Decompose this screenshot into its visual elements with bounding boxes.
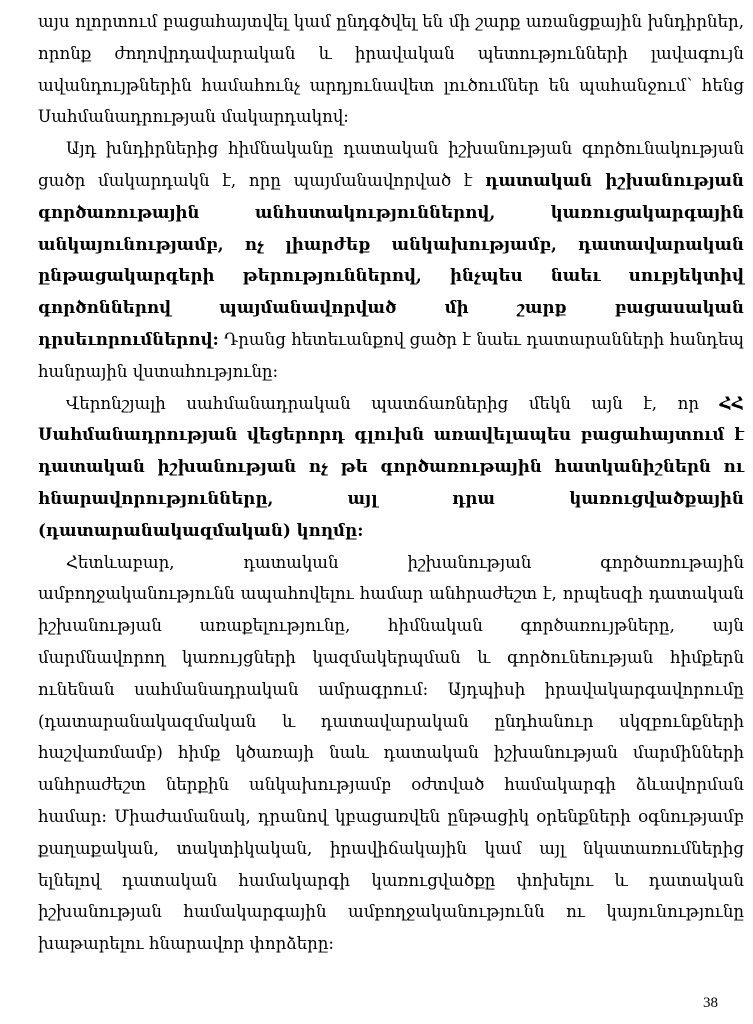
paragraph-continuation (38, 6, 744, 133)
paragraph-main-problem (38, 133, 744, 387)
paragraph-conclusion (38, 547, 744, 960)
page-number: 38 (703, 995, 718, 1011)
paragraph-text: Հետևաբար, դատական իշխանության գործառութային ամբողջականությունն ապահովելու համար անհրաժեշտ է, որպեսզի դատական իշխանության առաքելությունը, հիմնական գործառույթները, այն մարմնավորող կառույցների կազմակերպման և գործունեության հիմքերն ունենան սահմանադրական ամրագրում: Այդպիսի իրավակարգավորումը (դատարանակազմական և դատավարական ընդհանուր սկզբունքների հաշվառմամբ) հիմք կծառայի նաև դատական իշխանության մարմինների անհրաժեշտ ներքին անկախությամբ օժտված համակարգի ձևավորման համար: Միաժամանակ, դրանով կբացառվեն ընթացիկ օրենքների օգնությամբ քաղաքական, տակտիկական, իրավիճակային կամ այլ նկատառումներից ելնելով դատական համակարգի կառուցվածքը փոխելու և դատական իշխանության համակարգային ամբողջականությունն ու կայունությունը խաթարելու հնարավոր փորձերը: (38, 552, 744, 954)
paragraph-text: այս ոլորտում բացահայտվել կամ ընդգծվել են մի շարք առանցքային խնդիրներ, որոնք ժողովրդավարական և իրավական պետությունների լավագույն ավանդույթներին համահունչ արդյունավետ լուծումներ են պահանջում՝ հենց Սահմանադրության մակարդակով: (38, 12, 744, 127)
paragraph-text: Վերոնշյալի սահմանադրական պատճառներից մեկն այն է, որ (66, 393, 720, 413)
paragraph-constitutional-reason (38, 388, 744, 547)
paragraph-text: Այդ խնդիրներից հիմնականը դատական իշխանության գործունակության ցածր մակարդակն է, որը պայմանավորված է (38, 139, 744, 190)
paragraph-bold-text: դատական իշխանության գործառութային անհստակություններով, կառուցակարգային անկայունությամբ, ոչ լիարժեք անկախությամբ, դատավարական ընթացակարգերի թերություններով, ինչպես նաեւ սուբյեկտիվ գործոններով պայմանավորված մի շարք բացասական դրսեւորումներով: (38, 169, 744, 349)
paragraph-text: Դրանց հետեւանքով ցածր է նաեւ դատարանների հանդեպ հանրային վստահությունը: (38, 329, 744, 381)
document-page (38, 6, 744, 960)
paragraph-bold-text: ՀՀ Սահմանադրության վեցերորդ գլուխն առավելապես բացահայտում է դատական իշխանության ոչ թե գործառութային հատկանիշներն ու հնարավորությունները, այլ դրա կառուցվածքային (դատարանակազմական) կողմը: (38, 392, 744, 540)
